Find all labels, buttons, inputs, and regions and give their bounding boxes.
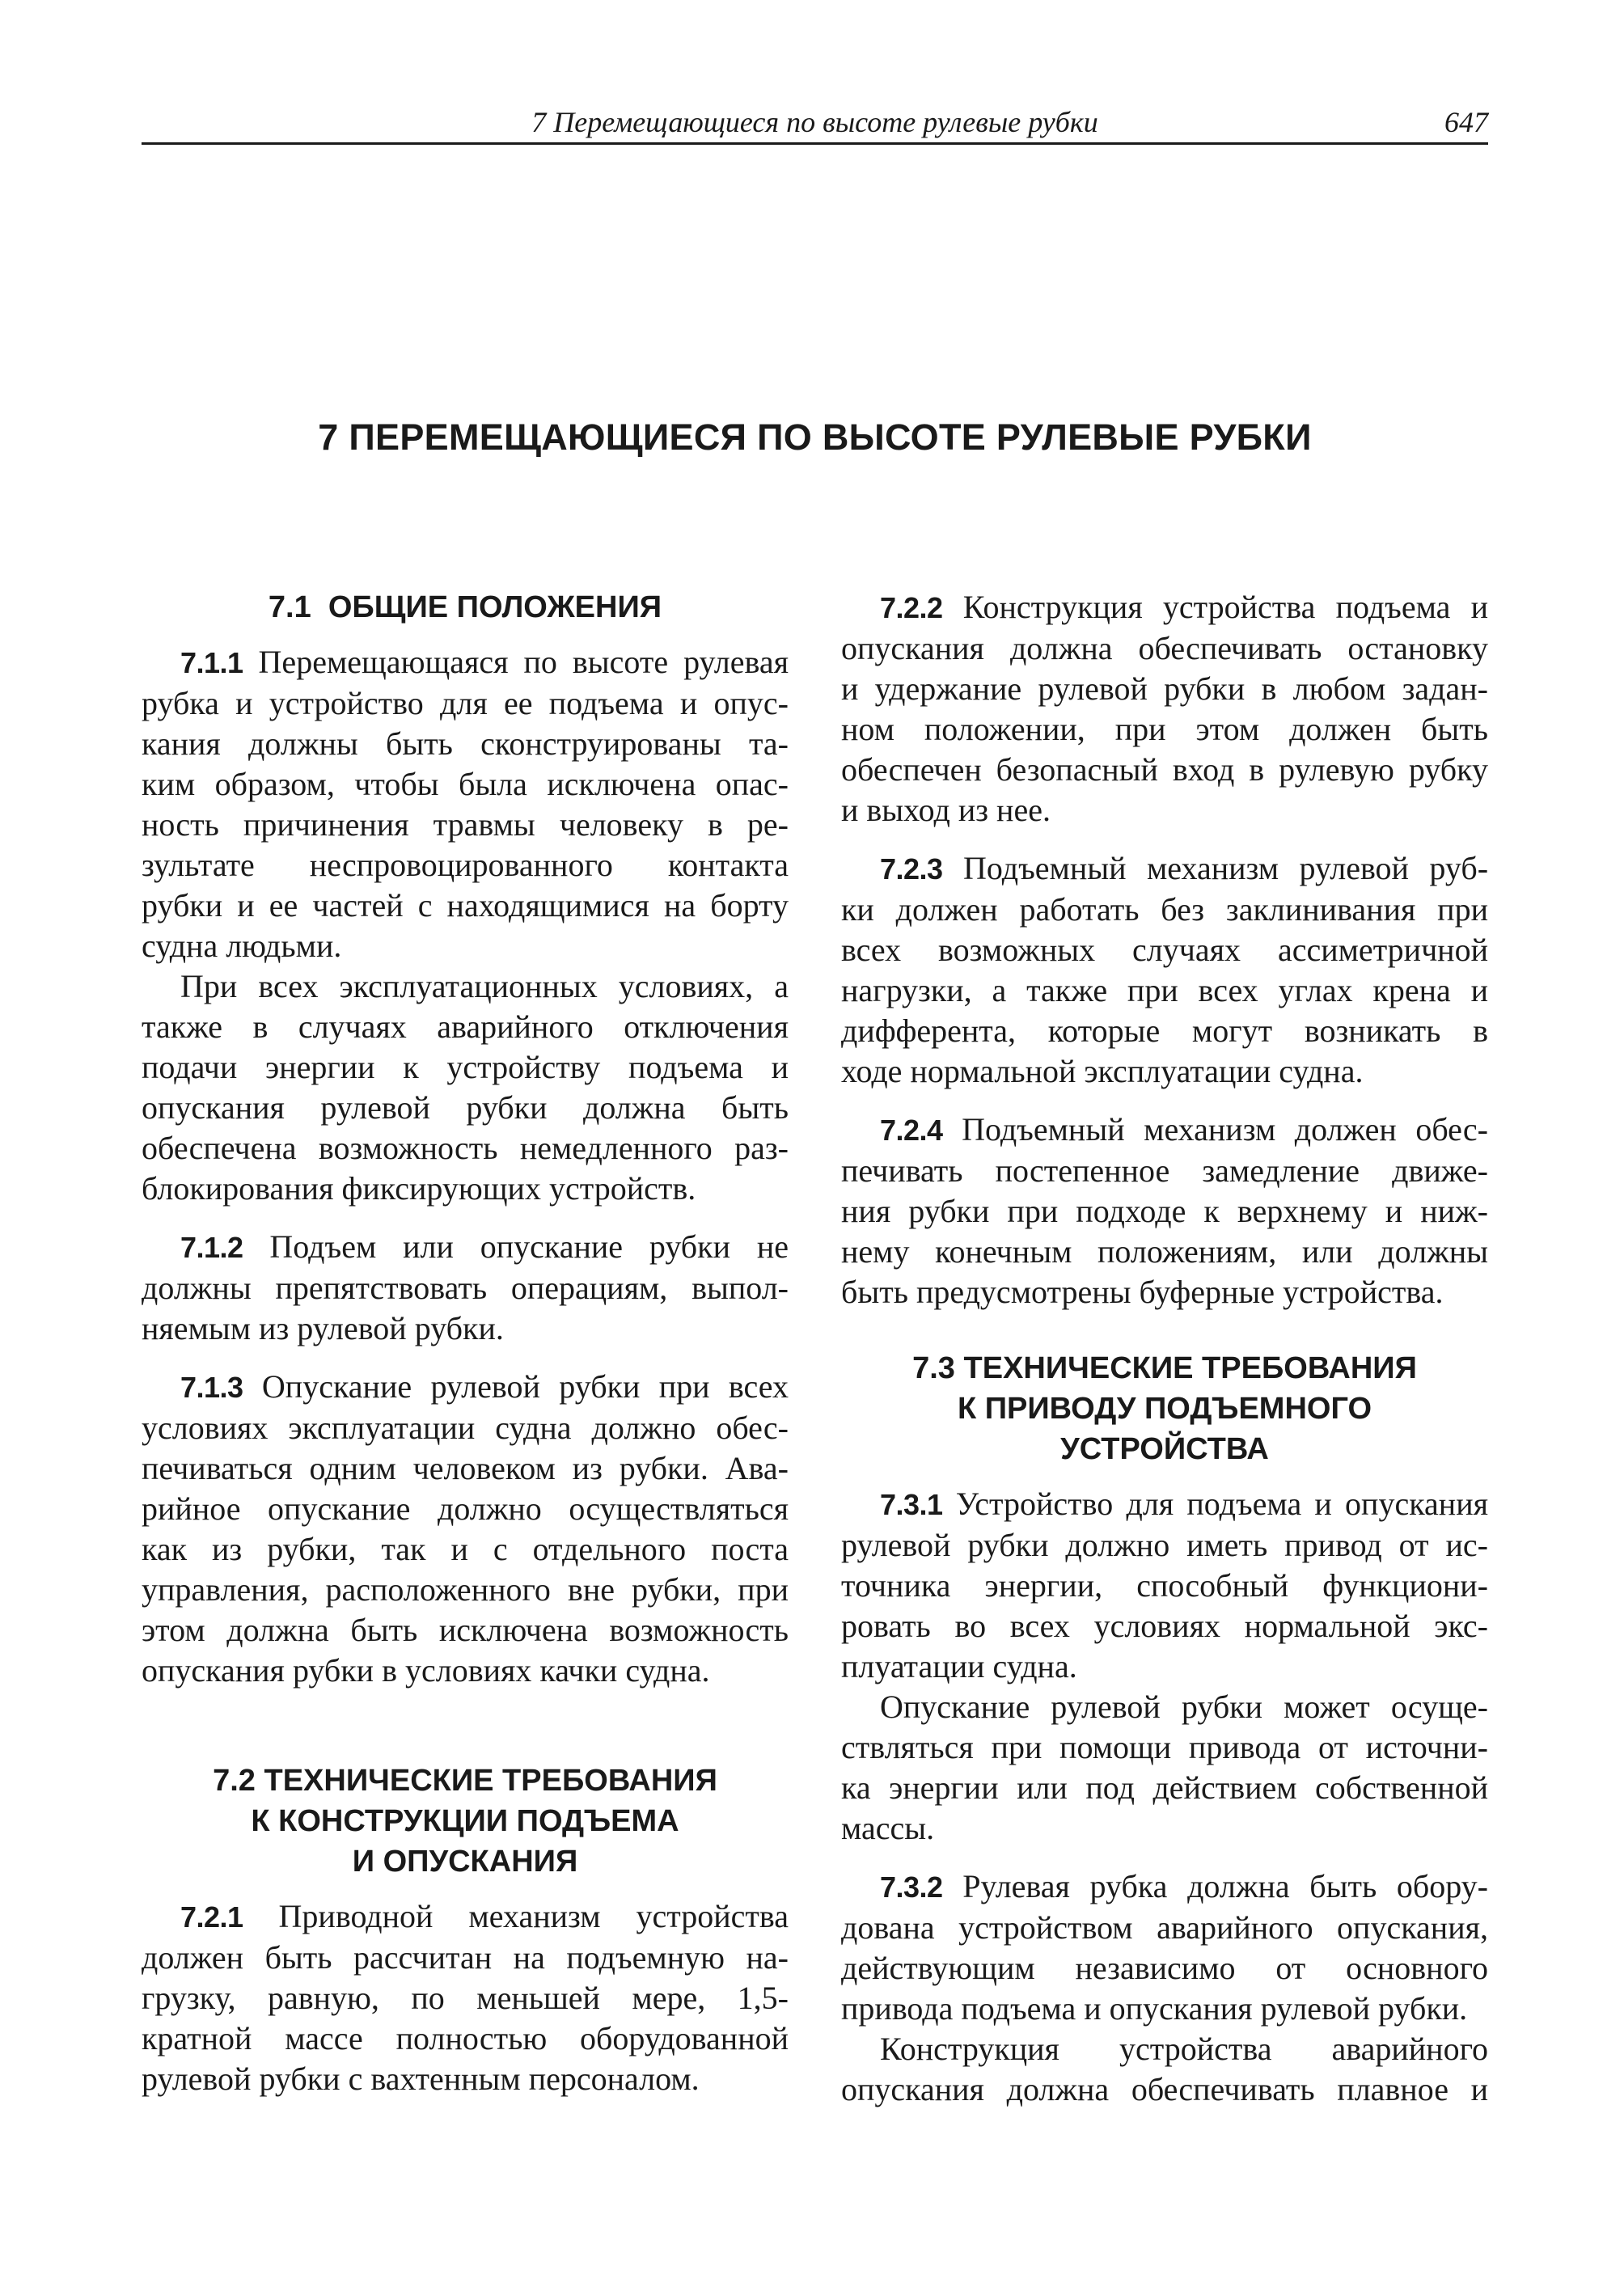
section-title-7-3: 7.3 ТЕХНИЧЕСКИЕ ТРЕБОВАНИЯ К ПРИВОДУ ПОДЪЕМНОГО УСТРОЙСТВА bbox=[912, 1351, 1417, 1466]
clause-number: 7.2.3 bbox=[880, 852, 943, 886]
paragraph-7-2-3: 7.2.3 Подъемный механизм рулевой руб- ки должен работать без заклинивания при всех возможных случаях ассиметричной нагрузки, а также при всех углах крена и дифферента, которые могут возникать в ходе нормальной эксплуатации судна. bbox=[841, 850, 1489, 1089]
clause-number: 7.1.2 bbox=[180, 1231, 243, 1264]
section-title-7-1: 7.1 ОБЩИЕ ПОЛОЖЕНИЯ bbox=[268, 590, 662, 624]
paragraph-7-3-1: 7.3.1 Устройство для подъема и опускания рулевой рубки должно иметь привод от ис- точника энергии, способный функциони- ровать во всех условиях нормальной экс- плуатации судна. bbox=[841, 1486, 1488, 1684]
left-column bbox=[142, 587, 789, 2099]
clause-number: 7.3.1 bbox=[880, 1488, 943, 1521]
clause-number: 7.1.1 bbox=[180, 646, 243, 679]
paragraph-7-2-4: 7.2.4 Подъемный механизм должен обес- печивать постепенное замедление движе- ния рубки при подходе к верхнему и ниж- нему конечным положениям, или должны быть предусмотрены буферные устройства. bbox=[841, 1111, 1488, 1310]
clause-number: 7.2.2 bbox=[880, 591, 943, 624]
paragraph-7-2-1: 7.2.1 Приводной механизм устройства должен быть рассчитан на подъемную на- грузку, равную, по меньшей мере, 1,5- кратной массе полностью оборудованной рулевой рубки с вахтенным персоналом. bbox=[142, 1898, 789, 2097]
paragraph-7-3-1-cont: Опускание рулевой рубки может осуще- ствляться при помощи привода от источни- ка энергии или под действием собственной массы. bbox=[841, 1689, 1488, 1846]
paragraph-7-1-3: 7.1.3 Опускание рулевой рубки при всех условиях эксплуатации судна должно обес- печиваться одним человеком из рубки. Ава- рийное опускание должно осуществляться как из рубки, так и с отдельного поста управления, расположенного вне рубки, при этом должна быть исключена возможность опускания рубки в условиях качки судна. bbox=[142, 1368, 789, 1689]
paragraph-7-3-2-cont: Конструкция устройства аварийного опускания должна обеспечивать плавное и bbox=[841, 2031, 1488, 2107]
right-column bbox=[841, 587, 1488, 2110]
paragraph-7-1-1: 7.1.1 Перемещающаяся по высоте рулевая рубка и устройство для ее подъема и опус- кания должны быть сконструированы та- ким образом, чтобы была исключена опас- ность причинения травмы человеку в ре- зультате неспровоцированного контакта рубки и ее частей с находящимися на борту судна людьми. bbox=[142, 644, 789, 964]
paragraph-7-3-2: 7.3.2 Рулевая рубка должна быть обору- дована устройством аварийного опускания, действующим независимо от основного привода подъема и опускания рулевой рубки. bbox=[841, 1868, 1489, 2027]
section-title-7-2: 7.2 ТЕХНИЧЕСКИЕ ТРЕБОВАНИЯ К КОНСТРУКЦИИ ПОДЪЕМА И ОПУСКАНИЯ bbox=[213, 1764, 717, 1879]
clause-number: 7.3.2 bbox=[880, 1870, 943, 1904]
running-header bbox=[142, 104, 1488, 145]
paragraph-7-2-2: 7.2.2 Конструкция устройства подъема и опускания должна обеспечивать остановку и удержание рулевой рубки в любом задан- ном положении, при этом должен быть обеспечен безопасный вход в рулевую рубку и выход из нее. bbox=[841, 589, 1489, 828]
page-number: 647 bbox=[1444, 106, 1488, 138]
clause-number: 7.2.1 bbox=[180, 1900, 243, 1934]
paragraph-7-1-1-cont: При всех эксплуатационных условиях, а также в случаях аварийного отключения подачи энергии к устройству подъема и опускания рулевой рубки должна быть обеспечена возможность немедленного раз- блокирования фиксирующих устройств. bbox=[142, 968, 789, 1207]
clause-number: 7.2.4 bbox=[880, 1114, 943, 1147]
clause-number: 7.1.3 bbox=[180, 1371, 243, 1404]
paragraph-7-1-2: 7.1.2 Подъем или опускание рубки не должны препятствовать операциям, выпол- няемым из рулевой рубки. bbox=[142, 1228, 789, 1346]
chapter-title: 7 ПЕРЕМЕЩАЮЩИЕСЯ ПО ВЫСОТЕ РУЛЕВЫЕ РУБКИ bbox=[318, 416, 1312, 458]
running-title: 7 Перемещающиеся по высоте рулевые рубки bbox=[531, 106, 1098, 138]
